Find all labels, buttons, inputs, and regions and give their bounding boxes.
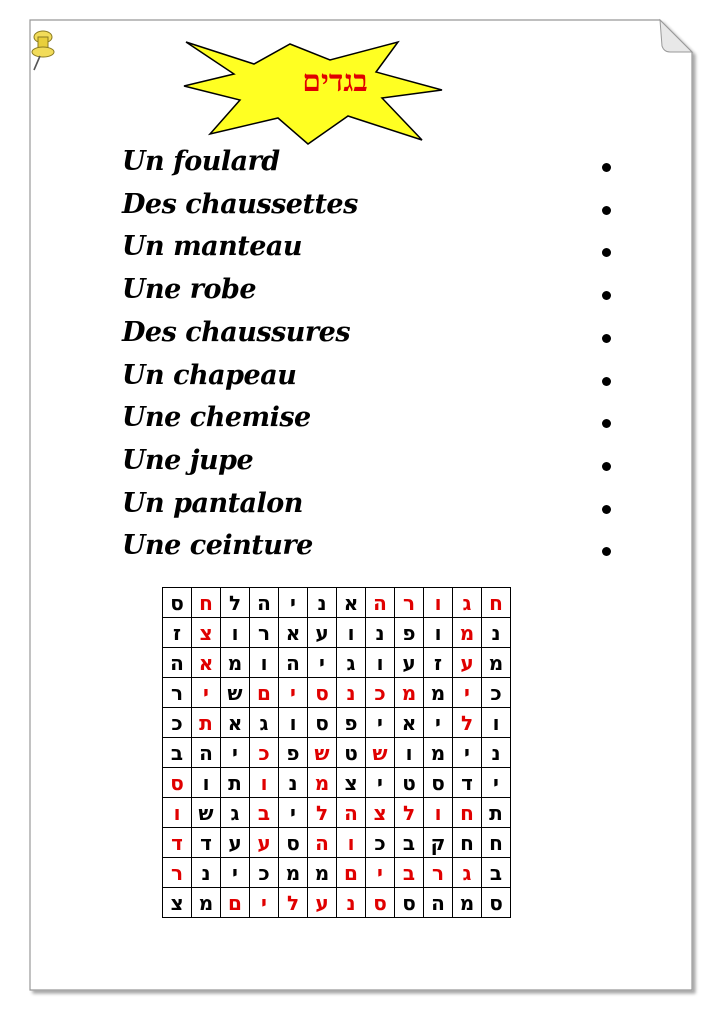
french-word: Une jupe xyxy=(122,444,254,476)
grid-cell: נ xyxy=(482,618,511,648)
french-word: Une chemise xyxy=(122,402,311,434)
grid-cell: ת xyxy=(482,798,511,828)
grid-cell: ע xyxy=(221,828,250,858)
grid-cell: ט xyxy=(395,768,424,798)
grid-cell: מ xyxy=(453,618,482,648)
grid-cell: פ xyxy=(395,618,424,648)
grid-cell: ר xyxy=(395,588,424,618)
grid-cell: ח xyxy=(453,798,482,828)
grid-cell: נ xyxy=(192,858,221,888)
grid-cell: ה xyxy=(424,888,453,918)
grid-cell: ו xyxy=(279,708,308,738)
bullet-icon xyxy=(602,462,611,471)
grid-cell: ס xyxy=(482,888,511,918)
grid-cell: כ xyxy=(163,708,192,738)
grid-cell: א xyxy=(192,648,221,678)
grid-cell: כ xyxy=(250,738,279,768)
grid-cell: מ xyxy=(453,888,482,918)
grid-cell: ו xyxy=(337,618,366,648)
grid-cell: ס xyxy=(163,588,192,618)
grid-cell: י xyxy=(366,708,395,738)
grid-cell: י xyxy=(453,738,482,768)
bullet-icon xyxy=(602,334,611,343)
grid-cell: י xyxy=(366,858,395,888)
grid-cell: מ xyxy=(221,648,250,678)
french-word: Une robe xyxy=(122,274,257,306)
grid-cell: מ xyxy=(424,678,453,708)
grid-cell: ד xyxy=(192,828,221,858)
grid-cell: צ xyxy=(337,768,366,798)
grid-cell: א xyxy=(221,708,250,738)
grid-cell: ע xyxy=(395,648,424,678)
grid-cell: ח xyxy=(482,588,511,618)
grid-cell: ס xyxy=(424,768,453,798)
grid-cell: מ xyxy=(482,648,511,678)
grid-cell: ח xyxy=(453,828,482,858)
grid-cell: ס xyxy=(163,768,192,798)
french-word: Une ceinture xyxy=(122,530,313,562)
grid-cell: ג xyxy=(221,798,250,828)
word-search-grid xyxy=(162,587,511,918)
grid-cell: ם xyxy=(337,858,366,888)
grid-cell: ס xyxy=(366,888,395,918)
grid-cell: כ xyxy=(482,678,511,708)
grid-cell: ע xyxy=(308,618,337,648)
grid-cell: נ xyxy=(308,588,337,618)
grid-cell: ל xyxy=(279,888,308,918)
grid-row xyxy=(163,588,511,618)
bullet-icon xyxy=(602,505,611,514)
bullet-icon xyxy=(602,163,611,172)
grid-cell: כ xyxy=(250,858,279,888)
grid-row xyxy=(163,828,511,858)
grid-cell: ש xyxy=(221,678,250,708)
grid-cell: ג xyxy=(453,858,482,888)
grid-cell: ש xyxy=(366,738,395,768)
grid-row xyxy=(163,768,511,798)
grid-row xyxy=(163,798,511,828)
grid-cell: ר xyxy=(163,678,192,708)
grid-cell: מ xyxy=(308,768,337,798)
grid-cell: צ xyxy=(192,618,221,648)
grid-cell: ב xyxy=(482,858,511,888)
grid-cell: פ xyxy=(337,708,366,738)
grid-cell: ם xyxy=(221,888,250,918)
grid-cell: מ xyxy=(395,678,424,708)
grid-cell: ע xyxy=(250,828,279,858)
grid-cell: ה xyxy=(337,798,366,828)
grid-cell: ע xyxy=(453,648,482,678)
grid-cell: מ xyxy=(424,738,453,768)
grid-cell: ב xyxy=(395,828,424,858)
grid-cell: ו xyxy=(395,738,424,768)
grid-cell: כ xyxy=(366,678,395,708)
grid-cell: נ xyxy=(482,738,511,768)
french-word: Un foulard xyxy=(122,146,280,177)
grid-cell: ו xyxy=(424,798,453,828)
grid-cell: א xyxy=(337,588,366,618)
grid-cell: ק xyxy=(424,828,453,858)
grid-cell: ז xyxy=(424,648,453,678)
grid-cell: י xyxy=(366,768,395,798)
grid-cell: ס xyxy=(395,888,424,918)
grid-cell: ו xyxy=(366,648,395,678)
grid-cell: ד xyxy=(453,768,482,798)
bullet-icon xyxy=(602,377,611,386)
grid-cell: ו xyxy=(424,618,453,648)
grid-cell: ת xyxy=(221,768,250,798)
grid-cell: י xyxy=(424,708,453,738)
grid-row xyxy=(163,618,511,648)
grid-cell: ר xyxy=(424,858,453,888)
pushpin-icon xyxy=(28,28,58,72)
grid-cell: י xyxy=(308,648,337,678)
grid-cell: ו xyxy=(250,768,279,798)
grid-cell: ל xyxy=(453,708,482,738)
grid-cell: ר xyxy=(163,858,192,888)
grid-cell: ר xyxy=(250,618,279,648)
grid-cell: ה xyxy=(192,738,221,768)
grid-cell: ה xyxy=(366,588,395,618)
grid-cell: כ xyxy=(366,828,395,858)
grid-cell: ו xyxy=(192,768,221,798)
grid-cell: צ xyxy=(366,798,395,828)
grid-cell: ב xyxy=(163,738,192,768)
grid-cell: ה xyxy=(163,648,192,678)
grid-cell: ב xyxy=(250,798,279,828)
page-title: בגדים xyxy=(302,64,368,99)
grid-cell: ש xyxy=(308,738,337,768)
grid-cell: ל xyxy=(395,798,424,828)
grid-cell: ה xyxy=(279,648,308,678)
grid-cell: ל xyxy=(221,588,250,618)
grid-cell: ה xyxy=(308,828,337,858)
grid-cell: ו xyxy=(337,828,366,858)
grid-cell: ו xyxy=(424,588,453,618)
grid-row xyxy=(163,858,511,888)
french-word: Des chaussettes xyxy=(122,188,358,220)
grid-cell: נ xyxy=(337,678,366,708)
grid-cell: מ xyxy=(308,858,337,888)
grid-cell: ס xyxy=(308,708,337,738)
grid-row xyxy=(163,678,511,708)
grid-cell: י xyxy=(221,858,250,888)
grid-cell: ג xyxy=(453,588,482,618)
grid-cell: ג xyxy=(250,708,279,738)
grid-cell: ס xyxy=(279,828,308,858)
grid-cell: ת xyxy=(192,708,221,738)
bullet-icon xyxy=(602,206,611,215)
grid-cell: ח xyxy=(482,828,511,858)
grid-row xyxy=(163,648,511,678)
grid-cell: א xyxy=(279,618,308,648)
grid-cell: י xyxy=(482,768,511,798)
grid-cell: מ xyxy=(279,858,308,888)
grid-cell: י xyxy=(192,678,221,708)
grid-cell: נ xyxy=(366,618,395,648)
grid-cell: ב xyxy=(395,858,424,888)
grid-cell: ו xyxy=(482,708,511,738)
grid-cell: י xyxy=(453,678,482,708)
grid-cell: ו xyxy=(250,648,279,678)
grid-cell: צ xyxy=(163,888,192,918)
grid-cell: נ xyxy=(337,888,366,918)
grid-cell: פ xyxy=(279,738,308,768)
grid-cell: ל xyxy=(308,798,337,828)
grid-cell: ד xyxy=(163,828,192,858)
grid-cell: נ xyxy=(279,768,308,798)
french-word: Un manteau xyxy=(122,231,303,263)
grid-cell: ס xyxy=(308,678,337,708)
grid-cell: י xyxy=(279,798,308,828)
french-word: Un pantalon xyxy=(122,487,303,519)
grid-cell: ע xyxy=(308,888,337,918)
grid-cell: י xyxy=(221,738,250,768)
grid-cell: ו xyxy=(163,798,192,828)
grid-cell: י xyxy=(279,678,308,708)
grid-cell: י xyxy=(250,888,279,918)
grid-cell: ט xyxy=(337,738,366,768)
grid-cell: ז xyxy=(163,618,192,648)
grid-cell: מ xyxy=(192,888,221,918)
grid-cell: א xyxy=(395,708,424,738)
grid-cell: ו xyxy=(221,618,250,648)
grid-cell: ג xyxy=(337,648,366,678)
grid-row xyxy=(163,888,511,918)
grid-row xyxy=(163,738,511,768)
french-word: Des chaussures xyxy=(122,316,351,348)
grid-cell: ם xyxy=(250,678,279,708)
grid-cell: ה xyxy=(250,588,279,618)
grid-row xyxy=(163,708,511,738)
grid-cell: י xyxy=(279,588,308,618)
grid-cell: ח xyxy=(192,588,221,618)
grid-cell: ש xyxy=(192,798,221,828)
french-word: Un chapeau xyxy=(122,359,297,391)
